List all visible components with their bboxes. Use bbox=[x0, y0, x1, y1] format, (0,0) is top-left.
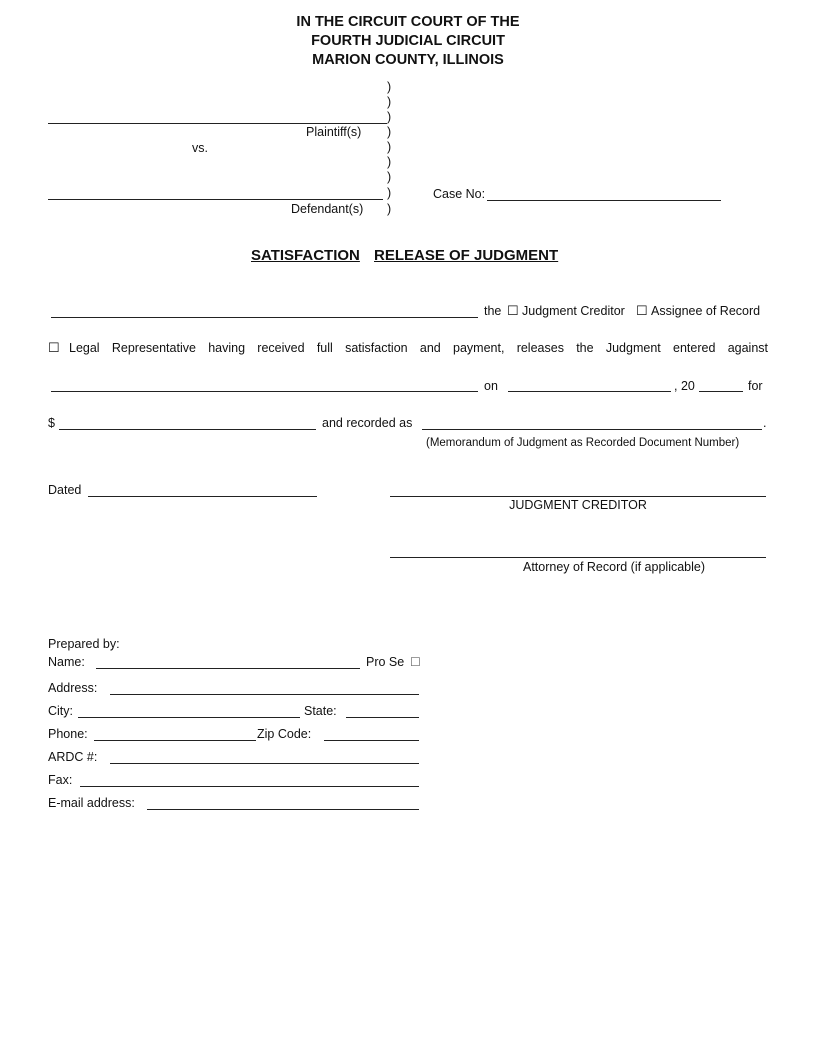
recorded-as-label: and recorded as bbox=[322, 416, 413, 430]
plaintiff-label: Plaintiff(s) bbox=[306, 125, 362, 139]
recorded-document-number-field[interactable] bbox=[422, 429, 762, 430]
fax-field[interactable] bbox=[80, 786, 419, 787]
period: . bbox=[763, 416, 767, 430]
legal-representative-checkbox[interactable]: ☐ bbox=[48, 340, 60, 355]
memorandum-note: (Memorandum of Judgment as Recorded Document Number) bbox=[426, 437, 740, 449]
name-field[interactable] bbox=[96, 668, 360, 669]
zip-code-field[interactable] bbox=[324, 740, 419, 741]
judgment-creditor-option-label: Judgment Creditor bbox=[522, 304, 625, 318]
phone-field[interactable] bbox=[94, 740, 256, 741]
title-satisfaction: SATISFACTION bbox=[251, 247, 360, 264]
paren: ) bbox=[387, 155, 392, 169]
judgment-creditor-caption: JUDGMENT CREDITOR bbox=[509, 498, 647, 512]
paren: ) bbox=[387, 95, 392, 109]
state-field[interactable] bbox=[346, 717, 419, 718]
paren: ) bbox=[387, 125, 392, 139]
court-heading-line1: IN THE CIRCUIT COURT OF THE bbox=[296, 14, 520, 30]
paren: ) bbox=[387, 170, 392, 184]
email-label: E-mail address: bbox=[48, 796, 135, 810]
judgment-creditor-checkbox[interactable]: ☐ bbox=[507, 303, 519, 318]
creditor-name-field[interactable] bbox=[51, 317, 478, 318]
dated-label: Dated bbox=[48, 483, 82, 497]
zip-code-label: Zip Code: bbox=[257, 727, 312, 741]
court-heading-line3: MARION COUNTY, ILLINOIS bbox=[312, 52, 504, 68]
dated-field[interactable] bbox=[88, 496, 317, 497]
on-label: on bbox=[484, 379, 498, 393]
amount-field[interactable] bbox=[59, 429, 316, 430]
assignee-of-record-checkbox[interactable]: ☐ bbox=[636, 303, 648, 318]
title-release-of-judgment: RELEASE OF JUDGMENT bbox=[374, 247, 559, 264]
paren: ) bbox=[387, 80, 392, 94]
paren: ) bbox=[387, 202, 392, 216]
plaintiff-name-field[interactable] bbox=[48, 123, 387, 124]
pro-se-checkbox[interactable]: ☐ bbox=[410, 655, 421, 669]
state-label: State: bbox=[304, 704, 337, 718]
ardc-field[interactable] bbox=[110, 763, 419, 764]
for-label: for bbox=[748, 379, 763, 393]
city-label: City: bbox=[48, 704, 73, 718]
court-heading-line2: FOURTH JUDICIAL CIRCUIT bbox=[311, 33, 505, 49]
year-prefix: , 20 bbox=[674, 379, 695, 393]
address-label: Address: bbox=[48, 681, 98, 695]
attorney-caption: Attorney of Record (if applicable) bbox=[522, 560, 706, 574]
address-field[interactable] bbox=[110, 694, 419, 695]
defendant-label: Defendant(s) bbox=[291, 202, 364, 216]
pro-se-label: Pro Se bbox=[366, 655, 405, 669]
judgment-year-field[interactable] bbox=[699, 391, 743, 392]
ardc-label: ARDC #: bbox=[48, 750, 98, 764]
phone-label: Phone: bbox=[48, 727, 88, 741]
legal-representative-text: Legal Representative having received full satisfaction and payment, releases the Judgment entered against bbox=[69, 341, 768, 355]
judgment-date-field[interactable] bbox=[508, 391, 671, 392]
prepared-by-heading: Prepared by: bbox=[48, 637, 120, 651]
attorney-signature-field[interactable] bbox=[390, 557, 766, 558]
paren: ) bbox=[387, 186, 392, 200]
fax-label: Fax: bbox=[48, 773, 73, 787]
paren: ) bbox=[387, 110, 392, 124]
debtor-name-field[interactable] bbox=[51, 391, 478, 392]
the-label: the bbox=[484, 304, 502, 318]
judgment-creditor-signature-field[interactable] bbox=[390, 496, 766, 497]
dollar-sign: $ bbox=[48, 416, 55, 430]
vs-label: vs. bbox=[192, 141, 208, 155]
email-field[interactable] bbox=[147, 809, 419, 810]
defendant-name-field[interactable] bbox=[48, 199, 383, 200]
city-field[interactable] bbox=[78, 717, 300, 718]
name-label: Name: bbox=[48, 655, 85, 669]
paren: ) bbox=[387, 140, 392, 154]
assignee-of-record-option-label: Assignee of Record bbox=[651, 304, 761, 318]
case-no-field[interactable] bbox=[487, 200, 721, 201]
case-no-label: Case No: bbox=[433, 187, 486, 201]
